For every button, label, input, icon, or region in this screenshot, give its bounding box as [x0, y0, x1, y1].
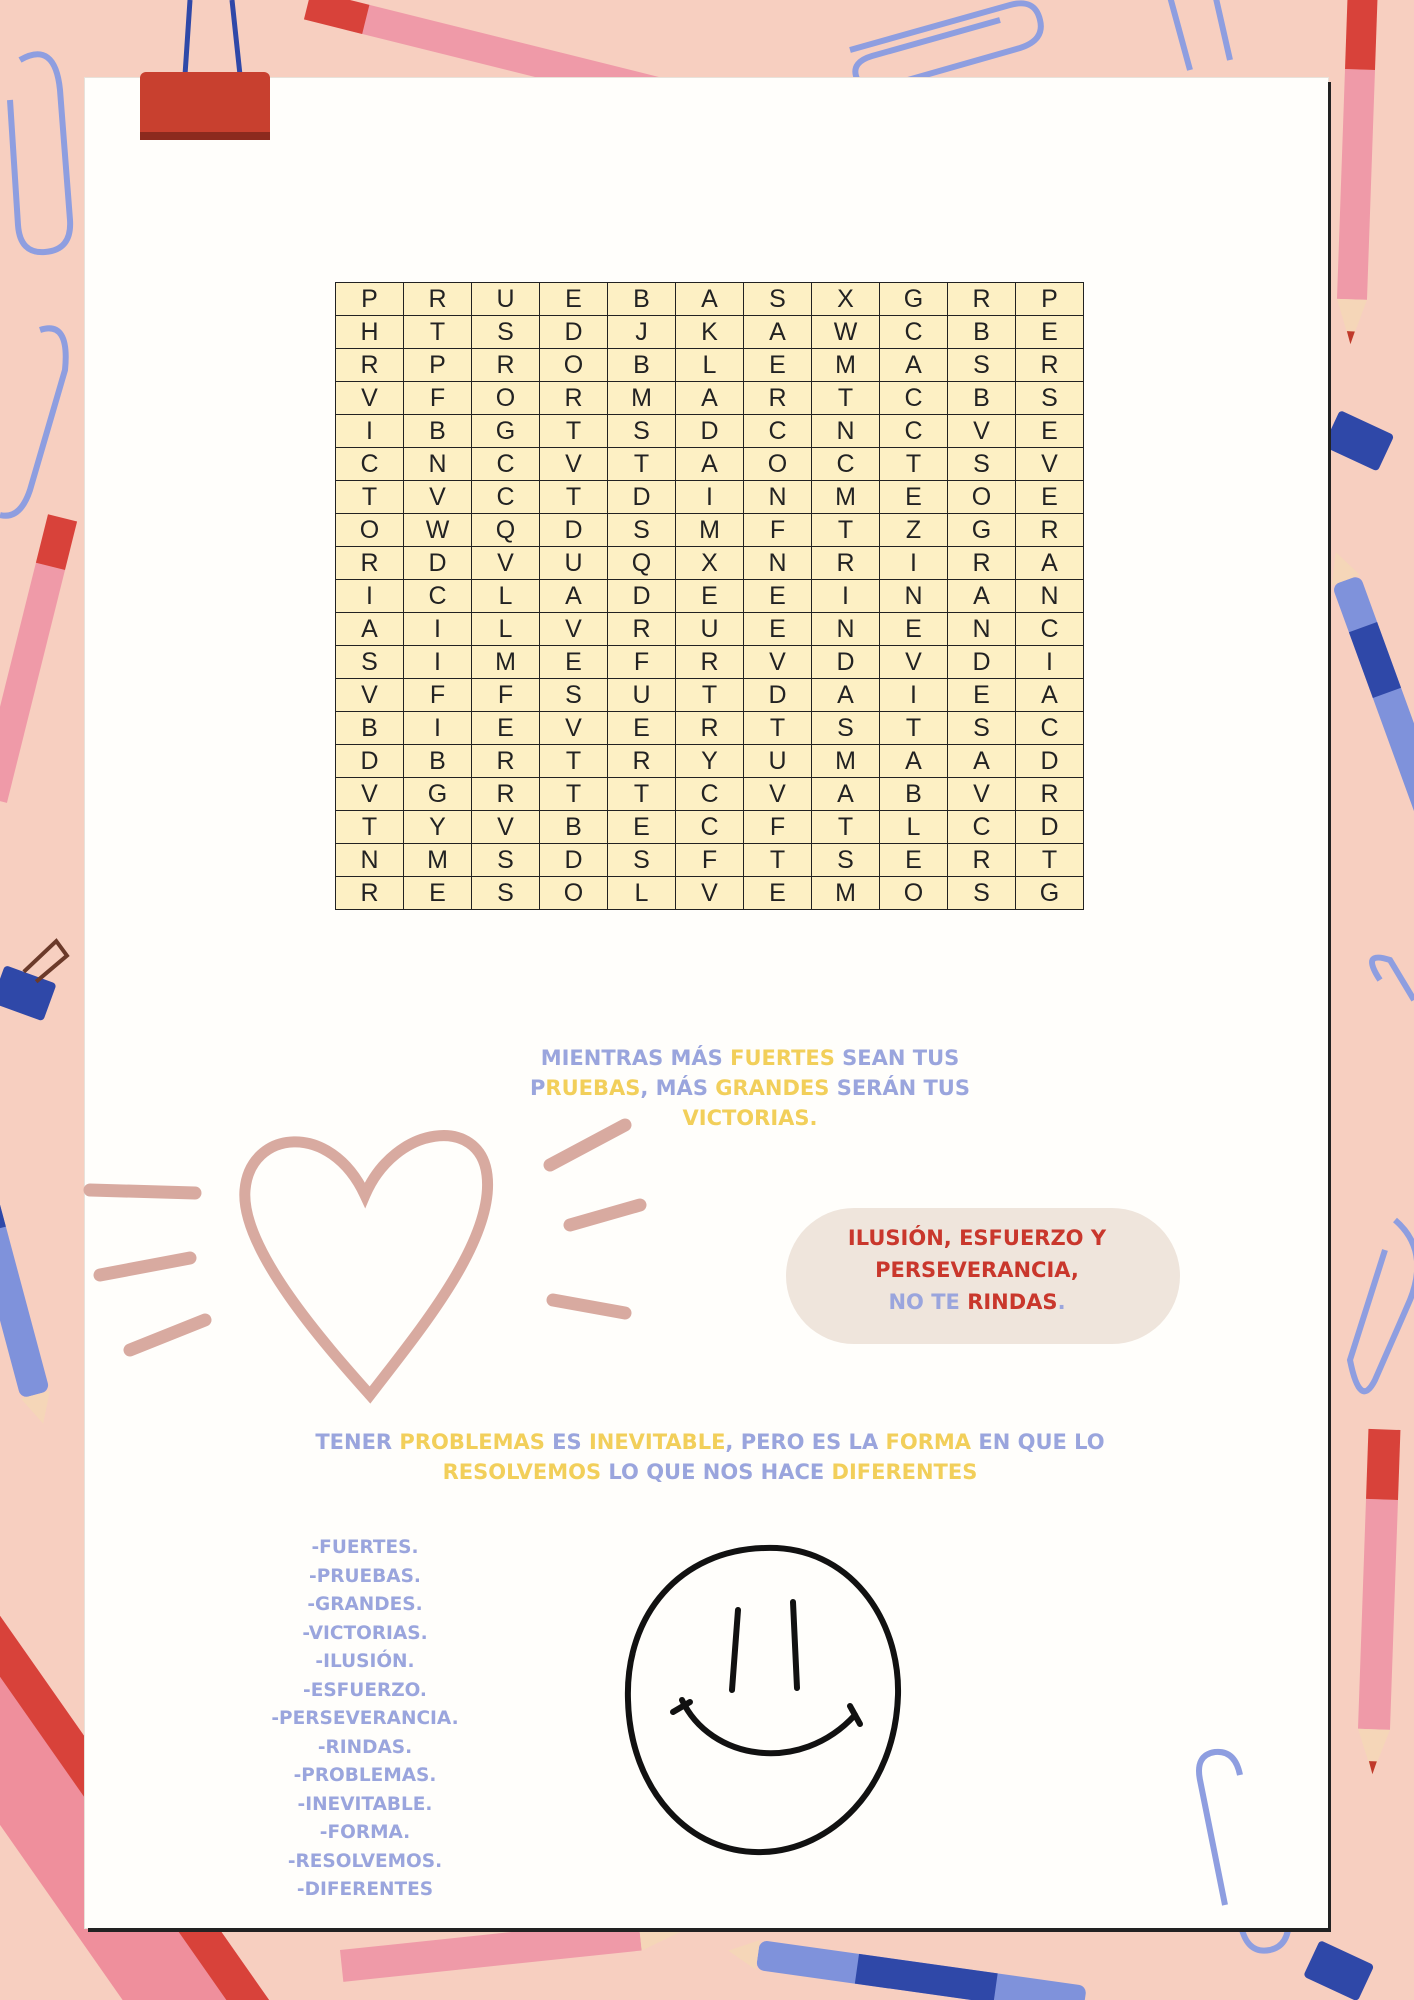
quote-line	[250, 1428, 1170, 1458]
grid-cell[interactable]: S	[948, 448, 1016, 481]
grid-cell[interactable]: G	[404, 778, 472, 811]
grid-cell[interactable]: R	[472, 349, 540, 382]
grid-cell[interactable]: C	[404, 580, 472, 613]
quote-line	[480, 1104, 1020, 1134]
grid-cell[interactable]: Q	[608, 547, 676, 580]
grid-row	[336, 613, 1084, 646]
quote-line	[480, 1074, 1020, 1104]
grid-cell[interactable]: E	[744, 613, 812, 646]
grid-cell[interactable]: R	[608, 745, 676, 778]
grid-cell[interactable]: E	[1016, 316, 1084, 349]
grid-cell[interactable]: M	[608, 382, 676, 415]
quote-keyword: FUERTES	[730, 1046, 835, 1070]
quote-text: LO QUE NOS HACE	[601, 1459, 832, 1484]
quote-keyword: RINDAS	[967, 1290, 1058, 1315]
grid-cell[interactable]: V	[880, 646, 948, 679]
grid-row	[336, 778, 1084, 811]
grid-cell[interactable]: E	[540, 283, 608, 316]
grid-cell[interactable]: A	[1016, 547, 1084, 580]
grid-cell[interactable]: T	[336, 811, 404, 844]
grid-cell[interactable]: R	[744, 382, 812, 415]
pen-icon	[1322, 547, 1414, 867]
grid-cell[interactable]: A	[676, 283, 744, 316]
grid-cell[interactable]: F	[744, 514, 812, 547]
grid-row	[336, 547, 1084, 580]
grid-cell[interactable]: T	[812, 811, 880, 844]
grid-cell[interactable]: D	[540, 844, 608, 877]
grid-cell[interactable]: M	[472, 646, 540, 679]
grid-cell[interactable]: A	[676, 448, 744, 481]
quote-keyword: PERSEVERANCIA,	[875, 1258, 1079, 1283]
pencil-icon	[1356, 1429, 1400, 1775]
grid-cell[interactable]: R	[540, 382, 608, 415]
binder-clip-icon	[1323, 410, 1394, 472]
grid-cell[interactable]: O	[744, 448, 812, 481]
grid-cell[interactable]: E	[744, 349, 812, 382]
word-search-table	[335, 282, 1084, 910]
grid-cell[interactable]: A	[948, 580, 1016, 613]
grid-cell[interactable]: D	[744, 679, 812, 712]
grid-cell[interactable]: V	[540, 613, 608, 646]
grid-cell[interactable]: U	[676, 613, 744, 646]
grid-row	[336, 448, 1084, 481]
grid-cell[interactable]: U	[540, 547, 608, 580]
grid-row	[336, 745, 1084, 778]
grid-cell[interactable]: O	[540, 349, 608, 382]
grid-cell[interactable]: A	[812, 679, 880, 712]
grid-row	[336, 481, 1084, 514]
grid-row	[336, 514, 1084, 547]
grid-cell[interactable]: N	[744, 481, 812, 514]
grid-cell[interactable]: R	[948, 844, 1016, 877]
quote-text: NO TE	[888, 1290, 968, 1315]
grid-cell[interactable]: Y	[676, 745, 744, 778]
quote-keyword: GRANDES	[715, 1075, 830, 1100]
grid-cell[interactable]: I	[1016, 646, 1084, 679]
quote-keyword: RESOLVEMOS	[442, 1459, 602, 1484]
grid-cell[interactable]: J	[608, 316, 676, 349]
grid-cell[interactable]: N	[880, 580, 948, 613]
grid-cell[interactable]: C	[744, 415, 812, 448]
grid-cell[interactable]: E	[880, 844, 948, 877]
grid-cell[interactable]: T	[812, 382, 880, 415]
grid-cell[interactable]: A	[744, 316, 812, 349]
grid-cell[interactable]: V	[336, 382, 404, 415]
grid-cell[interactable]: R	[1016, 514, 1084, 547]
word-list-item: -RINDAS.	[317, 1736, 413, 1758]
pencil-icon	[0, 514, 77, 803]
grid-cell[interactable]: D	[540, 514, 608, 547]
grid-cell[interactable]: R	[404, 283, 472, 316]
grid-cell[interactable]: C	[1016, 613, 1084, 646]
grid-cell[interactable]: V	[472, 811, 540, 844]
grid-cell[interactable]: L	[676, 349, 744, 382]
grid-cell[interactable]: T	[336, 481, 404, 514]
grid-cell[interactable]: M	[812, 481, 880, 514]
grid-cell[interactable]: S	[948, 877, 1016, 910]
grid-cell[interactable]: E	[744, 877, 812, 910]
grid-cell[interactable]: N	[948, 613, 1016, 646]
grid-cell[interactable]: P	[1016, 283, 1084, 316]
grid-cell[interactable]: M	[812, 877, 880, 910]
grid-cell[interactable]: C	[812, 448, 880, 481]
grid-cell[interactable]: U	[608, 679, 676, 712]
grid-cell[interactable]: I	[404, 646, 472, 679]
grid-cell[interactable]: O	[540, 877, 608, 910]
grid-row	[336, 712, 1084, 745]
grid-cell[interactable]: T	[404, 316, 472, 349]
grid-row	[336, 679, 1084, 712]
grid-row	[336, 415, 1084, 448]
grid-cell[interactable]: T	[880, 448, 948, 481]
grid-cell[interactable]: R	[472, 745, 540, 778]
word-list-item: -ESFUERZO.	[303, 1679, 427, 1701]
grid-cell[interactable]: X	[812, 283, 880, 316]
grid-row	[336, 877, 1084, 910]
grid-cell[interactable]: V	[540, 448, 608, 481]
grid-cell[interactable]: O	[472, 382, 540, 415]
pencil-icon	[1335, 0, 1377, 345]
grid-cell[interactable]: S	[608, 844, 676, 877]
grid-cell[interactable]: B	[336, 712, 404, 745]
grid-cell[interactable]: F	[744, 811, 812, 844]
grid-cell[interactable]: B	[540, 811, 608, 844]
grid-cell[interactable]: D	[676, 415, 744, 448]
grid-cell[interactable]: P	[404, 349, 472, 382]
grid-cell[interactable]: G	[1016, 877, 1084, 910]
grid-cell[interactable]: V	[404, 481, 472, 514]
grid-cell[interactable]: B	[948, 316, 1016, 349]
grid-cell[interactable]: N	[1016, 580, 1084, 613]
quote-line	[250, 1458, 1170, 1488]
grid-cell[interactable]: V	[676, 877, 744, 910]
word-list-item: -GRANDES.	[307, 1594, 423, 1615]
grid-cell[interactable]: D	[608, 481, 676, 514]
word-list-item: -PRUEBAS.	[309, 1565, 421, 1587]
grid-cell[interactable]: X	[676, 547, 744, 580]
grid-cell[interactable]: R	[336, 349, 404, 382]
quote-line	[812, 1254, 1142, 1286]
grid-cell[interactable]: I	[880, 679, 948, 712]
binder-clip-icon	[0, 927, 70, 1021]
grid-cell[interactable]: R	[676, 646, 744, 679]
grid-cell[interactable]: L	[880, 811, 948, 844]
grid-cell[interactable]: V	[1016, 448, 1084, 481]
grid-cell[interactable]: M	[404, 844, 472, 877]
grid-cell[interactable]: Q	[472, 514, 540, 547]
grid-row	[336, 283, 1084, 316]
grid-cell[interactable]: V	[948, 415, 1016, 448]
grid-cell[interactable]: T	[812, 514, 880, 547]
pen-icon	[0, 1130, 58, 1428]
word-list-item: -INEVITABLE.	[297, 1793, 433, 1815]
grid-cell[interactable]: F	[608, 646, 676, 679]
binder-clip-icon	[1303, 1940, 1374, 2000]
grid-cell[interactable]: I	[336, 415, 404, 448]
grid-cell[interactable]: R	[1016, 778, 1084, 811]
grid-row	[336, 349, 1084, 382]
grid-cell[interactable]: B	[880, 778, 948, 811]
grid-cell[interactable]: C	[676, 778, 744, 811]
grid-cell[interactable]: S	[948, 349, 1016, 382]
grid-cell[interactable]: Z	[880, 514, 948, 547]
grid-cell[interactable]: C	[880, 382, 948, 415]
pen-icon	[726, 1936, 1087, 2000]
word-list-item: -PERSEVERANCIA.	[271, 1708, 459, 1729]
quote-text: TENER	[315, 1430, 400, 1454]
word-search-grid	[335, 282, 1084, 910]
grid-cell[interactable]: B	[608, 349, 676, 382]
grid-cell[interactable]: W	[812, 316, 880, 349]
grid-cell[interactable]: E	[1016, 415, 1084, 448]
grid-cell[interactable]: E	[676, 580, 744, 613]
word-list-item: -ILUSIÓN.	[315, 1651, 415, 1672]
word-list-item: -DIFERENTES	[296, 1879, 434, 1900]
grid-cell[interactable]: R	[472, 778, 540, 811]
grid-cell[interactable]: I	[404, 613, 472, 646]
grid-cell[interactable]: L	[472, 580, 540, 613]
grid-cell[interactable]: N	[404, 448, 472, 481]
quote-keyword: INEVITABLE	[588, 1430, 726, 1454]
grid-cell[interactable]: R	[676, 712, 744, 745]
grid-row	[336, 844, 1084, 877]
grid-cell[interactable]: S	[608, 415, 676, 448]
grid-cell[interactable]: E	[948, 679, 1016, 712]
grid-cell[interactable]: L	[472, 613, 540, 646]
grid-cell[interactable]: G	[472, 415, 540, 448]
grid-cell[interactable]: U	[744, 745, 812, 778]
word-list-item: -RESOLVEMOS.	[287, 1850, 443, 1872]
grid-cell[interactable]: V	[540, 712, 608, 745]
word-list-item: -FORMA.	[319, 1822, 411, 1843]
grid-cell[interactable]: E	[1016, 481, 1084, 514]
grid-cell[interactable]: S	[540, 679, 608, 712]
grid-cell[interactable]: V	[336, 679, 404, 712]
quote-fuertes	[480, 1044, 1020, 1133]
grid-cell[interactable]: O	[948, 481, 1016, 514]
grid-cell[interactable]: S	[1016, 382, 1084, 415]
grid-cell[interactable]: R	[812, 547, 880, 580]
grid-cell[interactable]: C	[676, 811, 744, 844]
grid-cell[interactable]: G	[948, 514, 1016, 547]
grid-cell[interactable]: A	[1016, 679, 1084, 712]
quote-text: , MÁS	[640, 1075, 716, 1100]
grid-cell[interactable]: R	[336, 877, 404, 910]
grid-cell[interactable]: K	[676, 316, 744, 349]
grid-cell[interactable]: E	[608, 712, 676, 745]
grid-cell[interactable]: H	[336, 316, 404, 349]
word-list-item: -PROBLEMAS.	[293, 1765, 437, 1786]
grid-cell[interactable]: N	[812, 613, 880, 646]
grid-cell[interactable]: U	[472, 283, 540, 316]
grid-cell[interactable]: T	[676, 679, 744, 712]
grid-cell[interactable]: S	[948, 712, 1016, 745]
word-list-item: -FUERTES.	[311, 1537, 419, 1558]
grid-cell[interactable]: E	[404, 877, 472, 910]
grid-cell[interactable]: A	[880, 349, 948, 382]
quote-keyword: RUEBAS	[545, 1075, 641, 1100]
grid-row	[336, 316, 1084, 349]
grid-cell[interactable]: T	[540, 415, 608, 448]
grid-cell[interactable]: T	[744, 712, 812, 745]
quote-line	[812, 1286, 1142, 1318]
grid-cell[interactable]: D	[540, 316, 608, 349]
grid-cell[interactable]: F	[676, 844, 744, 877]
grid-cell[interactable]: D	[404, 547, 472, 580]
quote-text: MIENTRAS MÁS	[540, 1046, 731, 1070]
grid-cell[interactable]: R	[948, 547, 1016, 580]
grid-cell[interactable]: A	[880, 745, 948, 778]
grid-cell[interactable]: V	[744, 778, 812, 811]
grid-cell[interactable]: C	[472, 481, 540, 514]
grid-cell[interactable]: A	[812, 778, 880, 811]
grid-cell[interactable]: R	[608, 613, 676, 646]
grid-cell[interactable]: T	[540, 778, 608, 811]
quote-keyword: VICTORIAS.	[682, 1105, 818, 1130]
grid-cell[interactable]: S	[744, 283, 812, 316]
grid-cell[interactable]: C	[336, 448, 404, 481]
grid-cell[interactable]: N	[336, 844, 404, 877]
grid-cell[interactable]: W	[404, 514, 472, 547]
grid-cell[interactable]: A	[540, 580, 608, 613]
grid-cell[interactable]: E	[608, 811, 676, 844]
grid-cell[interactable]: R	[1016, 349, 1084, 382]
quote-text: .	[1057, 1290, 1066, 1315]
quote-line	[480, 1044, 1020, 1074]
quote-text: , PERO ES LA	[725, 1430, 886, 1454]
grid-row	[336, 382, 1084, 415]
grid-cell[interactable]: V	[336, 778, 404, 811]
grid-cell[interactable]: T	[1016, 844, 1084, 877]
grid-cell[interactable]: V	[744, 646, 812, 679]
grid-cell[interactable]: E	[472, 712, 540, 745]
quote-problemas	[250, 1428, 1170, 1488]
word-list	[230, 1534, 500, 1905]
quote-keyword: DIFERENTES	[831, 1459, 978, 1484]
grid-cell[interactable]: E	[744, 580, 812, 613]
grid-cell[interactable]: R	[336, 547, 404, 580]
grid-cell[interactable]: Y	[404, 811, 472, 844]
grid-cell[interactable]: C	[1016, 712, 1084, 745]
grid-cell[interactable]: F	[404, 679, 472, 712]
grid-cell[interactable]: S	[472, 877, 540, 910]
grid-cell[interactable]: S	[812, 844, 880, 877]
grid-cell[interactable]: A	[336, 613, 404, 646]
grid-cell[interactable]: O	[336, 514, 404, 547]
grid-cell[interactable]: B	[608, 283, 676, 316]
grid-cell[interactable]: E	[880, 613, 948, 646]
grid-cell[interactable]: I	[812, 580, 880, 613]
quote-ilusion	[812, 1222, 1142, 1318]
grid-cell[interactable]: E	[540, 646, 608, 679]
grid-cell[interactable]: B	[404, 745, 472, 778]
grid-cell[interactable]: A	[676, 382, 744, 415]
quote-text: EN QUE LO	[971, 1430, 1105, 1454]
grid-cell[interactable]: T	[744, 844, 812, 877]
grid-cell[interactable]: V	[472, 547, 540, 580]
grid-cell[interactable]: N	[812, 415, 880, 448]
grid-cell[interactable]: S	[812, 712, 880, 745]
grid-cell[interactable]: D	[948, 646, 1016, 679]
grid-cell[interactable]: T	[608, 778, 676, 811]
grid-cell[interactable]: I	[880, 547, 948, 580]
grid-row	[336, 580, 1084, 613]
grid-cell[interactable]: D	[1016, 811, 1084, 844]
quote-text: SERÁN TUS	[829, 1075, 970, 1100]
grid-cell[interactable]: R	[948, 283, 1016, 316]
grid-cell[interactable]: L	[608, 877, 676, 910]
grid-cell[interactable]: N	[744, 547, 812, 580]
grid-cell[interactable]: E	[880, 481, 948, 514]
grid-cell[interactable]: I	[676, 481, 744, 514]
grid-cell[interactable]: S	[336, 646, 404, 679]
grid-cell[interactable]: F	[404, 382, 472, 415]
grid-cell[interactable]: T	[540, 745, 608, 778]
grid-cell[interactable]: V	[948, 778, 1016, 811]
grid-cell[interactable]: M	[676, 514, 744, 547]
grid-cell[interactable]: T	[880, 712, 948, 745]
word-list-item: -VICTORIAS.	[302, 1622, 428, 1644]
grid-cell[interactable]: I	[336, 580, 404, 613]
grid-cell[interactable]: P	[336, 283, 404, 316]
grid-cell[interactable]: D	[608, 580, 676, 613]
quote-keyword: PROBLEMAS	[399, 1430, 545, 1454]
quote-keyword: ILUSIÓN, ESFUERZO Y	[847, 1226, 1107, 1250]
quote-text: SEAN TUS	[834, 1046, 960, 1070]
grid-cell[interactable]: D	[1016, 745, 1084, 778]
grid-cell[interactable]: S	[608, 514, 676, 547]
quote-text: P	[530, 1075, 546, 1100]
grid-cell[interactable]: S	[472, 316, 540, 349]
quote-keyword: FORMA	[885, 1430, 972, 1454]
grid-cell[interactable]: D	[336, 745, 404, 778]
grid-cell[interactable]: T	[540, 481, 608, 514]
grid-cell[interactable]: D	[812, 646, 880, 679]
grid-row	[336, 811, 1084, 844]
quote-text: ES	[544, 1430, 589, 1454]
grid-cell[interactable]: A	[948, 745, 1016, 778]
grid-cell[interactable]: S	[472, 844, 540, 877]
grid-cell[interactable]: M	[812, 349, 880, 382]
grid-cell[interactable]: O	[880, 877, 948, 910]
grid-row	[336, 646, 1084, 679]
grid-cell[interactable]: F	[472, 679, 540, 712]
grid-cell[interactable]: I	[404, 712, 472, 745]
grid-cell[interactable]: C	[880, 316, 948, 349]
quote-line	[812, 1222, 1142, 1254]
grid-cell[interactable]: C	[948, 811, 1016, 844]
grid-cell[interactable]: T	[608, 448, 676, 481]
grid-cell[interactable]: B	[404, 415, 472, 448]
grid-cell[interactable]: B	[948, 382, 1016, 415]
grid-cell[interactable]: M	[812, 745, 880, 778]
grid-cell[interactable]: C	[880, 415, 948, 448]
grid-cell[interactable]: C	[472, 448, 540, 481]
grid-cell[interactable]: G	[880, 283, 948, 316]
